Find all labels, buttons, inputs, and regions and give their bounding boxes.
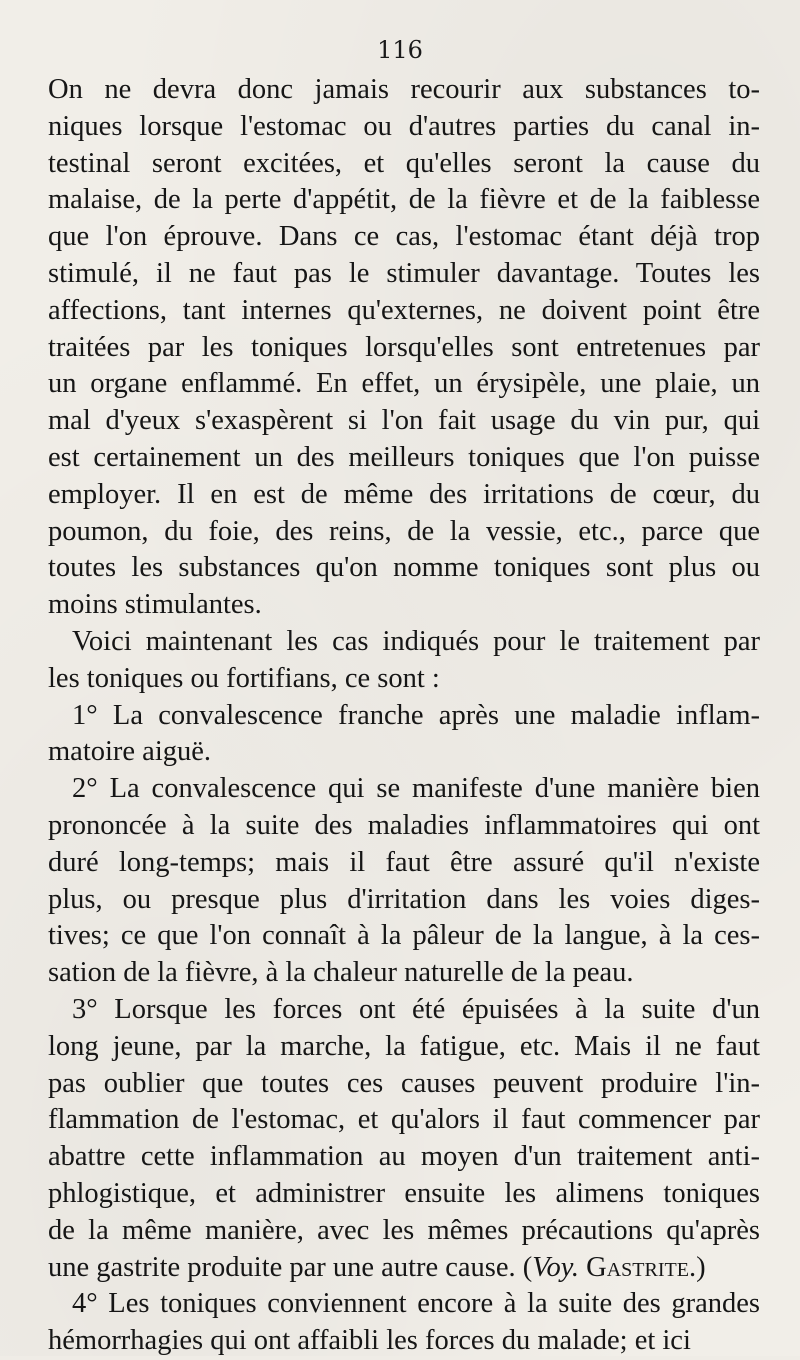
- text-line: affections, tant internes qu'externes, ne doivent point être: [48, 294, 760, 326]
- text-line: 1° La convalescence franche après une maladie inflam-: [72, 699, 760, 731]
- text-line: sation de la fièvre, à la chaleur naturelle de la peau.: [48, 957, 634, 989]
- text-line: 2° La convalescence qui se manifeste d'une manière bien: [72, 773, 760, 805]
- text-line: On ne devra donc jamais recourir aux substances to-: [48, 74, 760, 105]
- text-line: un organe enflammé. En effet, un érysipèle, une plaie, un: [48, 368, 760, 400]
- text-line: stimulé, il ne faut pas le stimuler davantage. Toutes les: [48, 257, 760, 289]
- text-line: hémorrhagies qui ont affaibli les forces du malade; et ici: [48, 1325, 691, 1357]
- text-line: que l'on éprouve. Dans ce cas, l'estomac étant déjà trop: [48, 221, 760, 253]
- text-line: une gastrite produite par une autre cause. (Voy. Gastrite.): [48, 1251, 706, 1283]
- text-line: traitées par les toniques lorsqu'elles sont entretenues par: [48, 331, 760, 363]
- paragraph: [48, 698, 760, 772]
- text-line: poumon, du foie, des reins, de la vessie, etc., parce que: [48, 515, 760, 547]
- text-line: plus, ou presque plus d'irritation dans les voies diges-: [48, 883, 760, 915]
- text-line: 4° Les toniques conviennent encore à la suite des grandes: [72, 1288, 760, 1320]
- text-line: mal d'yeux s'exaspèrent si l'on fait usage du vin pur, qui: [48, 405, 760, 437]
- paragraph: [48, 771, 760, 992]
- text-line: long jeune, par la marche, la fatigue, etc. Mais il ne faut: [48, 1030, 760, 1062]
- text-line: duré long-temps; mais il faut être assuré qu'il n'existe: [48, 846, 760, 878]
- paragraph: [48, 992, 760, 1286]
- text-line: est certainement un des meilleurs toniques que l'on puisse: [48, 441, 760, 473]
- text-line: employer. Il en est de même des irritations de cœur, du: [48, 478, 760, 510]
- text-line: pas oublier que toutes ces causes peuvent produire l'in-: [48, 1067, 760, 1099]
- text-line: prononcée à la suite des maladies inflammatoires qui ont: [48, 809, 760, 841]
- paragraph: [48, 624, 760, 698]
- text-line: abattre cette inflammation au moyen d'un traitement anti-: [48, 1141, 760, 1173]
- page-number: 116: [377, 36, 423, 64]
- text-line: de la même manière, avec les mêmes précautions qu'après: [48, 1214, 760, 1246]
- text-line: flammation de l'estomac, et qu'alors il faut commencer par: [48, 1104, 760, 1136]
- text-line: niques lorsque l'estomac ou d'autres parties du canal in-: [48, 110, 760, 142]
- text-line: testinal seront excitées, et qu'elles seront la cause du: [48, 147, 760, 179]
- text-line: phlogistique, et administrer ensuite les alimens toniques: [48, 1177, 760, 1209]
- text-line: tives; ce que l'on connaît à la pâleur de la langue, à la ces-: [48, 920, 760, 952]
- text-line: Voici maintenant les cas indiqués pour le traitement par: [72, 625, 760, 657]
- paragraph: [48, 1286, 760, 1360]
- text-line: les toniques ou fortifians, ce sont :: [48, 662, 440, 694]
- text-line: matoire aiguë.: [48, 736, 212, 768]
- text-line: toutes les substances qu'on nomme toniques sont plus ou: [48, 552, 760, 584]
- text-line: malaise, de la perte d'appétit, de la fièvre et de la faiblesse: [48, 184, 760, 216]
- text-line: moins stimulantes.: [48, 589, 262, 621]
- text-line: 3° Lorsque les forces ont été épuisées à la suite d'un: [72, 993, 760, 1025]
- paragraph: [48, 72, 760, 624]
- body-text: [48, 72, 760, 1360]
